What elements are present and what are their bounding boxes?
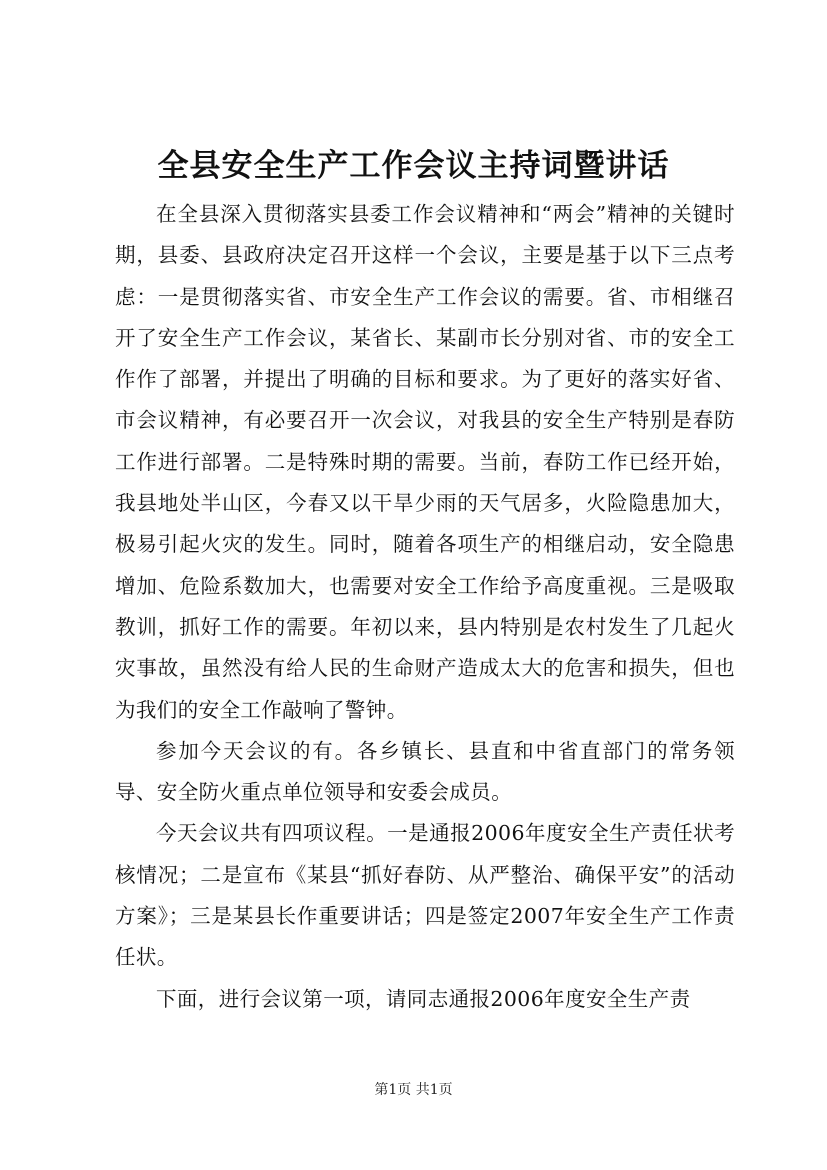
- document-body: [115, 194, 735, 1020]
- page-footer: 第1页 共1页: [374, 1082, 453, 1098]
- paragraph-first-item: 下面，进行会议第一项，请同志通报2006年度安全生产责: [156, 986, 691, 1011]
- paragraph-attendees: 参加今天会议的有。各乡镇长、县直和中省直部门的常务领导、安全防火重点单位领导和安委会成员。: [115, 738, 735, 805]
- paragraph-agenda: 今天会议共有四项议程。一是通报2006年度安全生产责任状考核情况；二是宣布《某县“抓好春防、从严整治、确保平安”的活动方案》；三是某县长作重要讲话；四是签定2007年安全生产工作责任状。: [115, 821, 735, 970]
- paragraph-meeting-purpose: 在全县深入贯彻落实县委工作会议精神和“两会”精神的关键时期，县委、县政府决定召开这样一个会议，主要是基于以下三点考虑：一是贯彻落实省、市安全生产工作会议的需要。省、市相继召开了安全生产工作会议，某省长、某副市长分别对省、市的安全工作作了部署，并提出了明确的目标和要求。为了更好的落实好省、市会议精神，有必要召开一次会议，对我县的安全生产特别是春防工作进行部署。二是特殊时期的需要。当前，春防工作已经开始，我县地处半山区，今春又以干旱少雨的天气居多，火险隐患加大，极易引起火灾的发生。同时，随着各项生产的相继启动，安全隐患增加、危险系数加大，也需要对安全工作给予高度重视。三是吸取教训，抓好工作的需要。年初以来，县内特别是农村发生了几起火灾事故，虽然没有给人民的生命财产造成太大的危害和损失，但也为我们的安全工作敲响了警钟。: [115, 202, 735, 722]
- document-title: 全县安全生产工作会议主持词暨讲话: [157, 148, 670, 184]
